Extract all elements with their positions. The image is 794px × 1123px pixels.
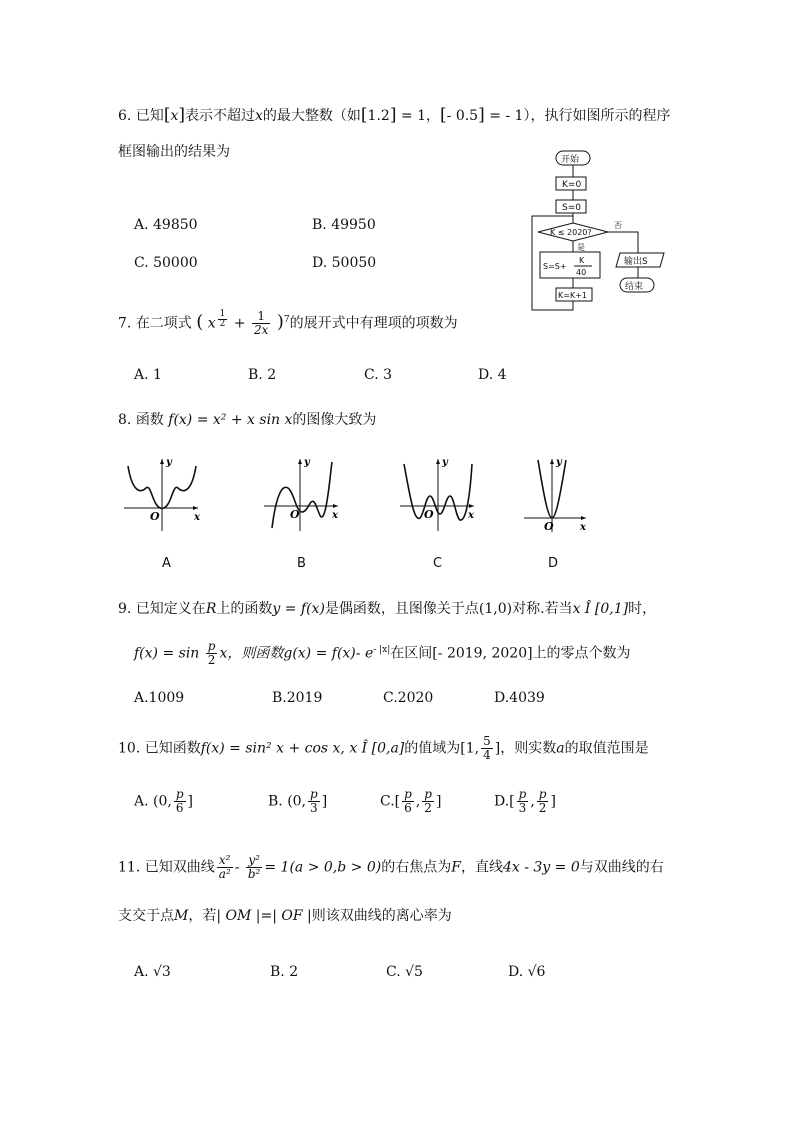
- q8-stem: 8. 函数 f(x) = x² + x sin x的图像大致为: [118, 412, 377, 428]
- q6-number: 6.: [118, 108, 132, 124]
- q8-graph-b[interactable]: [262, 456, 342, 536]
- q8-label-d: D: [548, 556, 559, 571]
- q9-line1: 9. 已知定义在R上的函数y = f(x)是偶函数，且图像关于点(1,0)对称.若当x Î [0,1]时，: [118, 601, 657, 617]
- q11-option-d[interactable]: D. √6: [508, 964, 546, 980]
- q9-option-b[interactable]: B.2019: [272, 690, 323, 706]
- q7-option-b[interactable]: B. 2: [248, 367, 277, 383]
- q8-label-c: C: [433, 556, 443, 571]
- fc-end-label: 结束: [625, 282, 644, 292]
- fc-yes-label: 是: [577, 243, 585, 252]
- fc-update-k-label: K=K+1: [558, 291, 587, 300]
- q9-option-c[interactable]: C.2020: [383, 690, 434, 706]
- fc-no-label: 否: [614, 221, 622, 230]
- q11-option-a[interactable]: A. √3: [134, 964, 171, 980]
- svg-text:x: x: [468, 510, 474, 521]
- q8-graph-d[interactable]: [522, 456, 592, 536]
- q9-line2: f(x) = sin $\frac{p}{2}$ x，则函数g(x) = f(x)- $e^{- |x|}$在区间[- 2019, 2020]上的零点个数为: [134, 639, 631, 667]
- q11-line2: 支交于点M，若| OM |=| OF |则该双曲线的离心率为: [118, 908, 452, 924]
- q7-option-c[interactable]: C. 3: [364, 367, 393, 383]
- fc-update-s-label: S=S+: [543, 262, 567, 271]
- fc-frac-num: K: [579, 256, 585, 265]
- q6-option-b[interactable]: B. 49950: [312, 217, 376, 233]
- svg-text:x: x: [580, 522, 586, 533]
- q8-label-b: B: [297, 556, 306, 571]
- svg-text:y: y: [166, 457, 172, 468]
- q10-option-a[interactable]: A. (0, $\frac{p}{6}$ ]: [134, 787, 193, 815]
- q11-line1: 11. 已知双曲线 $\frac{\text{x²}}{\text{a²}}$ - $\frac{\text{y²}}{\text{b²}}$ = 1(a > 0,b > 0)的右焦点为F，直线4x - 3y = 0与双曲线的右: [118, 853, 664, 881]
- fc-start-label: 开始: [561, 155, 580, 165]
- fc-s0-label: S=0: [562, 203, 581, 213]
- q6-option-c[interactable]: C. 50000: [134, 255, 198, 271]
- q11-option-c[interactable]: C. √5: [386, 964, 423, 980]
- q9-option-a[interactable]: A.1009: [134, 690, 185, 706]
- q10-option-b[interactable]: B. (0, $\frac{p}{3}$ ]: [268, 787, 328, 815]
- q7-option-a[interactable]: A. 1: [134, 367, 162, 383]
- q7-stem: 7. 在二项式 ( x $\frac{1}{2}$ + $\frac{1}{2x}$ )$^7$的展开式中有理项的项数为: [118, 309, 458, 337]
- svg-text:O: O: [424, 508, 434, 521]
- svg-text:y: y: [556, 457, 562, 468]
- q8-label-a: A: [162, 556, 171, 571]
- q6-flowchart: [528, 148, 688, 318]
- svg-text:y: y: [442, 457, 448, 468]
- svg-text:O: O: [150, 510, 160, 523]
- svg-text:x: x: [194, 512, 200, 523]
- q6-option-d[interactable]: D. 50050: [312, 255, 377, 271]
- q11-option-b[interactable]: B. 2: [270, 964, 299, 980]
- fc-frac-den: 40: [576, 268, 587, 277]
- q8-graph-c[interactable]: [398, 456, 478, 536]
- q6-option-a[interactable]: A. 49850: [134, 217, 198, 233]
- svg-text:y: y: [304, 457, 310, 468]
- q7-option-d[interactable]: D. 4: [478, 367, 507, 383]
- q10-stem: 10. 已知函数f(x) = sin² x + cos x, x Î [0,a]的值域为[1, $\frac{5}{4}$ ]，则实数a的取值范围是: [118, 734, 649, 762]
- q8-graph-a[interactable]: [122, 456, 202, 536]
- fc-output-label: 输出S: [624, 257, 648, 267]
- fc-cond-label: K ≤ 2020?: [550, 228, 592, 237]
- svg-text:O: O: [290, 508, 300, 521]
- q9-option-d[interactable]: D.4039: [494, 690, 545, 706]
- svg-text:O: O: [544, 520, 554, 533]
- q10-option-c[interactable]: C.[ $\frac{p}{6}$ , $\frac{p}{2}$ ]: [380, 787, 442, 815]
- svg-text:x: x: [332, 510, 338, 521]
- q6-line1: 6. 已知[x]表示不超过x的最大整数（如[1.2] = 1，[- 0.5] = - 1），执行如图所示的程序: [118, 105, 671, 125]
- q6-line2: 框图输出的结果为: [118, 144, 230, 160]
- q10-option-d[interactable]: D.[ $\frac{p}{3}$ , $\frac{p}{2}$ ]: [494, 787, 556, 815]
- fc-k0-label: K=0: [562, 180, 582, 190]
